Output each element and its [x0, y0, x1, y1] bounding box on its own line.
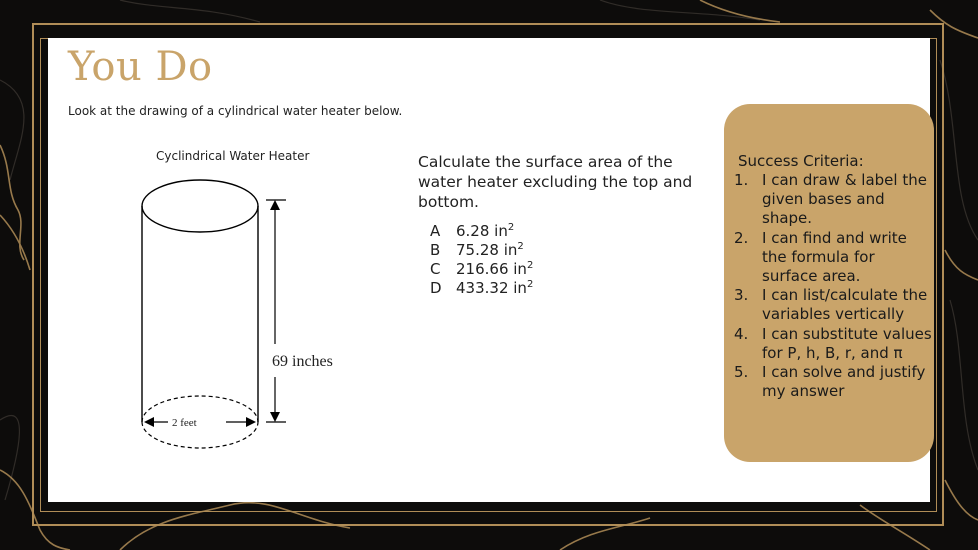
- criteria-text: I can draw & label the given bases and shape.: [762, 171, 927, 228]
- criteria-item: [732, 286, 932, 324]
- option-exponent: 2: [507, 222, 515, 233]
- option-exponent: 2: [517, 241, 524, 252]
- question-text: Calculate the surface area of the water heater excluding the top and bottom.: [418, 153, 693, 211]
- criteria-number: 4.: [734, 324, 749, 343]
- height-label: 69 inches: [272, 353, 333, 370]
- water-heater-figure: [134, 172, 394, 452]
- option-exponent: 2: [526, 279, 534, 290]
- option-letter: C: [430, 260, 441, 278]
- option-letter: B: [430, 241, 441, 259]
- figure-caption: Cyclindrical Water Heater: [156, 149, 310, 163]
- option-exponent: 2: [526, 260, 534, 271]
- success-criteria-title: Success Criteria:: [738, 152, 864, 170]
- criteria-item: [732, 325, 932, 363]
- criteria-item: [732, 363, 932, 401]
- slide-title: You Do: [68, 44, 213, 90]
- criteria-text: I can substitute values for P, h, B, r, and π: [762, 324, 932, 362]
- option-d: [430, 279, 533, 298]
- option-letter: D: [430, 279, 442, 297]
- option-letter: A: [430, 222, 441, 240]
- criteria-number: 5.: [734, 363, 749, 382]
- criteria-text: I can find and write the formula for surface area.: [762, 228, 907, 286]
- criteria-number: 3.: [734, 286, 749, 305]
- diameter-label: 2 feet: [172, 417, 197, 429]
- instructions-text: Look at the drawing of a cylindrical water heater below.: [68, 104, 403, 118]
- criteria-text: I can solve and justify my answer: [762, 363, 926, 401]
- option-value: 75.28 in: [456, 241, 518, 259]
- success-criteria-list: [732, 171, 932, 401]
- option-b: [430, 241, 533, 260]
- criteria-item: [732, 171, 932, 229]
- criteria-item: [732, 229, 932, 287]
- option-value: 6.28 in: [456, 222, 508, 240]
- option-c: [430, 260, 533, 279]
- answer-options: [430, 222, 533, 298]
- option-value: 433.32 in: [456, 279, 527, 297]
- option-a: [430, 222, 533, 241]
- criteria-number: 2.: [734, 228, 749, 247]
- criteria-text: I can list/calculate the variables vertically: [762, 286, 928, 324]
- criteria-number: 1.: [734, 171, 749, 189]
- option-value: 216.66 in: [456, 260, 527, 278]
